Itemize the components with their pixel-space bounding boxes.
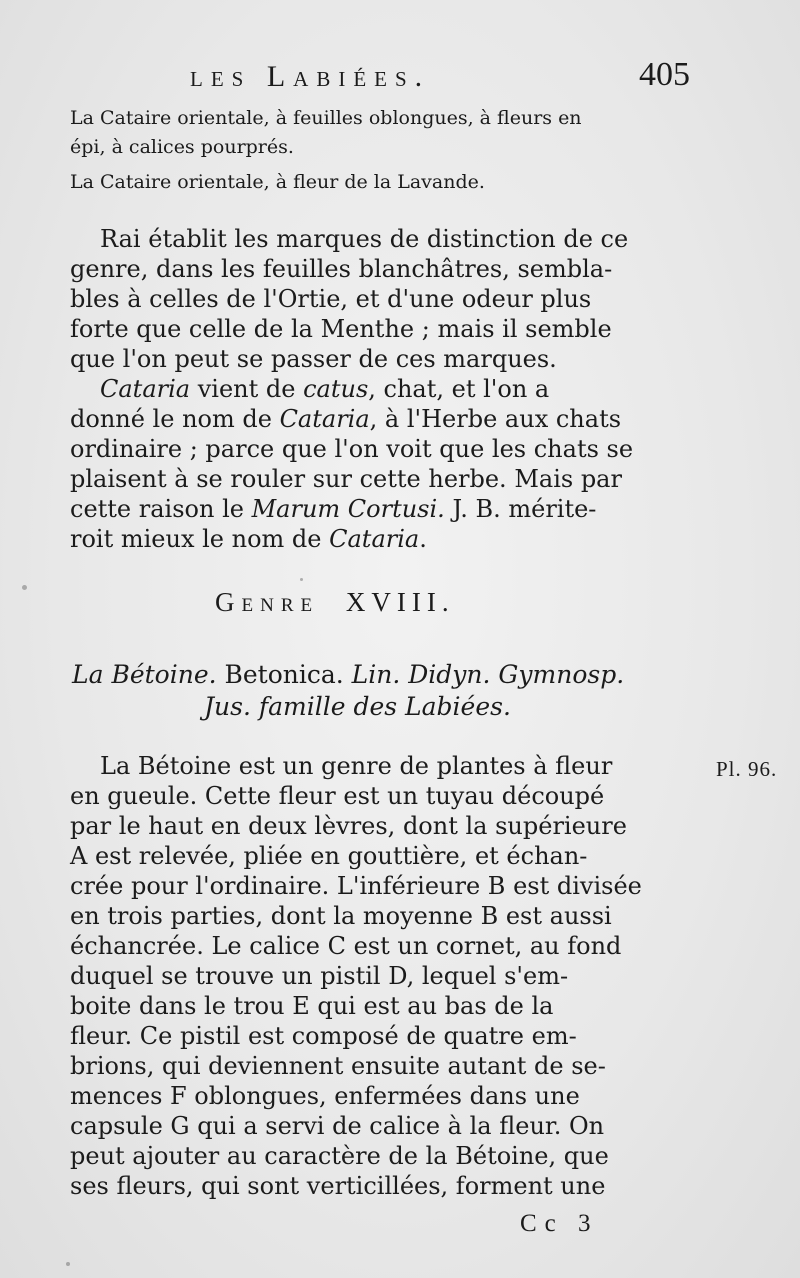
text-line: genre, dans les feuilles blanchâtres, sembla-: [70, 255, 613, 283]
paper-speck: [300, 578, 303, 581]
text-line: par le haut en deux lèvres, dont la supérieure: [70, 812, 627, 840]
text-line: ordinaire ; parce que l'on voit que les chats se: [70, 435, 634, 463]
text-line: [70, 524, 690, 554]
page-number: 405: [639, 56, 690, 93]
text-line: fleur. Ce pistil est composé de quatre em-: [70, 1022, 577, 1050]
text-line: forte que celle de la Menthe ; mais il semble: [70, 315, 612, 343]
italic-term: Marum Cortusi.: [251, 495, 445, 523]
text-span: , chat, et l'on a: [368, 375, 550, 403]
italic-term: Cataria: [279, 405, 370, 433]
text-line: en trois parties, dont la moyenne B est aussi: [70, 902, 612, 930]
text-line: peut ajouter au caractère de la Bétoine, que: [70, 1142, 609, 1170]
text-line: duquel se trouve un pistil D, lequel s'em-: [70, 962, 569, 990]
text-line: mences F oblongues, enfermées dans une: [70, 1082, 580, 1110]
entry-line: La Cataire orientale, à fleur de la Lavande.: [70, 171, 485, 193]
text-span: roit mieux le nom de: [70, 525, 330, 553]
text-line: en gueule. Cette fleur est un tuyau découpé: [70, 782, 605, 810]
text-line: que l'on peut se passer de ces marques.: [70, 345, 557, 373]
text-line: [70, 494, 690, 524]
text-span: , à l'Herbe aux chats: [369, 405, 622, 433]
text-line: crée pour l'ordinaire. L'inférieure B est divisée: [70, 872, 642, 900]
italic-term: Cataria: [329, 525, 420, 553]
entry-line: épi, à calices pourprés.: [70, 136, 294, 158]
plant-entries: [70, 104, 690, 197]
paper-speck: [22, 585, 27, 590]
text-line: échancrée. Le calice C est un cornet, au fond: [70, 932, 622, 960]
text-line: [70, 404, 690, 434]
genus-title-line-1: [72, 660, 624, 689]
paragraph-betoine: [70, 751, 690, 1201]
genus-title-line-2: Jus. famille des Labiées.: [204, 692, 511, 721]
signature-mark: Cc 3: [520, 1210, 599, 1237]
text-line: boite dans le trou E qui est au bas de la: [70, 992, 554, 1020]
italic-term: Cataria: [100, 375, 191, 403]
text-line: capsule G qui a servi de calice à la fleur. On: [70, 1112, 605, 1140]
text-span: J. B. mérite-: [444, 495, 597, 523]
genus-classification: Lin. Didyn. Gymnosp.: [351, 660, 625, 689]
paragraph-rai: [70, 224, 690, 374]
running-title: les Labiées.: [190, 60, 431, 93]
paragraph-cataria: [70, 374, 690, 554]
text-span: vient de: [190, 375, 304, 403]
entry-line: La Cataire orientale, à feuilles oblongues, à fleurs en: [70, 107, 582, 129]
genre-numeral: XVIII.: [345, 587, 455, 617]
text-line: A est relevée, pliée en gouttière, et échan-: [70, 842, 588, 870]
genus-french-name: La Bétoine.: [72, 660, 217, 689]
genre-word: Genre: [215, 587, 320, 617]
text-span: donné le nom de: [70, 405, 280, 433]
italic-term: catus: [303, 375, 369, 403]
text-line: [70, 374, 690, 404]
text-line: Rai établit les marques de distinction de ce: [100, 225, 629, 253]
text-line: bles à celles de l'Ortie, et d'une odeur plus: [70, 285, 592, 313]
genre-heading: [215, 587, 455, 618]
text-line: plaisent à se rouler sur cette herbe. Mais par: [70, 465, 622, 493]
text-span: .: [419, 525, 427, 553]
plate-reference: Pl. 96.: [716, 757, 778, 781]
text-line: ses fleurs, qui sont verticillées, forment une: [70, 1172, 606, 1200]
genus-latin-name: Betonica.: [216, 660, 352, 689]
text-line: brions, qui deviennent ensuite autant de se-: [70, 1052, 606, 1080]
text-span: cette raison le: [70, 495, 252, 523]
paper-speck: [66, 1262, 70, 1266]
page-header: [180, 56, 690, 100]
text-line: La Bétoine est un genre de plantes à fleur: [100, 752, 613, 780]
